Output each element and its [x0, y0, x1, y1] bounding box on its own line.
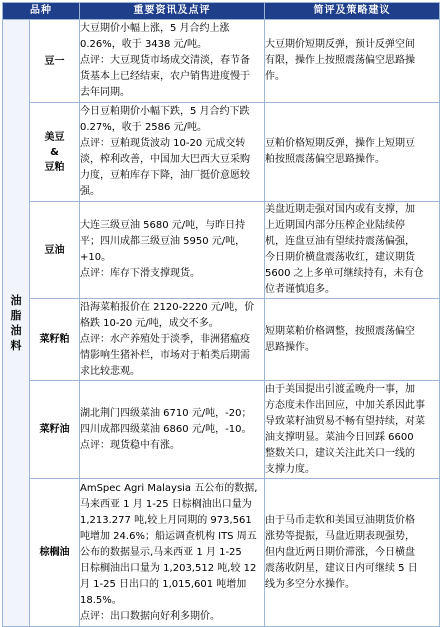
news-line: 今日豆粕期价小幅下跌，5 月合约下跌	[80, 106, 250, 117]
table-row	[3, 202, 440, 299]
news-line: 货基本上已经结束，农户销售进度慢于	[80, 71, 250, 82]
group-label-char: 油	[10, 294, 22, 307]
advice-cell	[265, 299, 440, 381]
table-row	[3, 299, 440, 381]
advice-line: 5600 之上多单可继续持有，未有仓	[265, 268, 424, 279]
advice-line: 方态度未作出回应，中加关系因此事	[265, 399, 425, 411]
variety-name: &	[50, 146, 59, 158]
news-cell	[80, 202, 265, 299]
advice-line: 涨势等提振，马盘近期表现强势，	[265, 530, 415, 542]
news-line: 点评：大豆现货市场成交清淡，春节备	[80, 55, 250, 66]
advice-line: 美盘近期走强对国内或有支撑，加	[265, 204, 415, 215]
news-line: 点评：出口数据向好利多期价。	[80, 610, 220, 622]
advice-cell	[265, 202, 440, 299]
news-line: 点评：现货稳中有涨。	[80, 439, 180, 451]
news-cell	[80, 479, 265, 627]
advice-cell	[265, 381, 440, 479]
group-label-char: 料	[10, 339, 22, 352]
news-line: 日棕榈油出口量为 1,203,512 吨,较 12	[80, 562, 257, 574]
news-line: 去年同期。	[80, 87, 130, 98]
advice-line: 思路操作。	[265, 341, 315, 353]
advice-line: 导致菜籽油贸易不畅有望持续，对菜	[265, 415, 425, 427]
variety-cell	[30, 299, 80, 381]
group-label	[3, 20, 30, 627]
news-line: 四川成都四级菜油 6860 元/吨，-10。	[80, 423, 252, 435]
advice-line: 作。	[265, 71, 285, 82]
advice-line: 整数关口，建议关注此关口一线的	[265, 447, 415, 459]
variety-cell	[30, 202, 80, 299]
news-cell	[80, 299, 265, 381]
variety-name: 棕榈油	[39, 547, 70, 558]
news-line: 大豆期价小幅上涨，5 月合约上涨	[80, 23, 230, 34]
news-line: 点评：库存下滑支撑现货。	[80, 268, 200, 279]
news-line: 淡，榨利改善，中国加大巴西大豆采购	[80, 154, 250, 165]
advice-line: 有限，操作上按照震荡偏空思路操	[265, 55, 415, 66]
variety-cell	[30, 20, 80, 103]
commodity-report-table	[2, 2, 440, 627]
variety-name: 菜籽粕	[39, 334, 70, 345]
news-line: 湖北荆门四级菜油 6710 元/吨，-20；	[80, 407, 252, 419]
news-line: 大连三级豆油 5680 元/吨，与昨日持	[80, 220, 246, 231]
header-category: 品种	[3, 3, 80, 20]
variety-name: 美豆	[44, 131, 65, 143]
news-line: 18.5%。	[80, 594, 122, 606]
advice-line: 由于美国提出引渡孟晚舟一事，加	[265, 383, 415, 395]
variety-name: 豆粕	[44, 161, 65, 173]
advice-line: 粕按照震荡偏空思路操作。	[265, 154, 385, 165]
advice-line: 线为多空分水操作。	[265, 578, 355, 590]
advice-line: 但内盘近两日期价滞涨，今日横盘	[265, 546, 415, 558]
table-row	[3, 381, 440, 479]
header-advice: 简评及策略建议	[265, 3, 440, 20]
advice-cell	[265, 103, 440, 202]
news-line: 格跌 10-20 元/吨，成交不多。	[80, 317, 219, 329]
advice-line: 大豆期价短期反弹，预计反弹空间	[265, 39, 415, 50]
variety-cell	[30, 479, 80, 627]
news-line: 0.26%，收于 3438 元/吨。	[80, 39, 207, 50]
advice-line: 今日期价横盘震荡收红，建议期货	[265, 252, 415, 263]
advice-line: 上近期国内部分压榨企业陆续停	[265, 220, 405, 231]
advice-line: 机，连盘豆油有望续持震荡偏强，	[265, 236, 415, 247]
news-line: AmSpec Agri Malaysia 五公布的数据,	[80, 482, 258, 494]
group-label-char: 脂	[10, 309, 22, 322]
variety-name: 豆油	[44, 244, 65, 256]
advice-line: 油支撑明显。菜油今日回踩 6600	[265, 431, 414, 443]
news-line: 吨增加 24.6%；船运调查机构 ITS 周五	[80, 530, 257, 542]
news-line: 1,213.277 吨,较上月同期的 973,561	[80, 514, 252, 526]
advice-line: 豆粕价格短期反弹，操作上短期豆	[265, 138, 415, 149]
variety-cell	[30, 103, 80, 202]
advice-line: 由于马币走软和美国豆油期货价格	[265, 514, 415, 526]
advice-line: 位者谨慎追多。	[265, 284, 335, 295]
variety-name: 菜籽油	[39, 424, 70, 435]
table-row	[3, 20, 440, 103]
news-line: 情影响生猪补栏，市场对于粕类后期需	[80, 349, 250, 361]
table-row	[3, 479, 440, 627]
news-line: 强。	[80, 186, 100, 197]
news-line: 求比较悲观。	[80, 365, 140, 377]
news-line: 月 1-25 日出口的 1,015,601 吨增加	[80, 578, 247, 590]
advice-cell	[265, 479, 440, 627]
news-line: 点评：水产养殖处于淡季，非洲猪瘟疫	[80, 333, 250, 345]
news-cell	[80, 103, 265, 202]
advice-line: 震荡收阴星，建议日内可继续 5 日	[265, 562, 418, 574]
news-line: 公布的数据显示,马来西亚 1 月 1-25	[80, 546, 242, 558]
table-header-row	[3, 3, 440, 20]
variety-cell	[30, 381, 80, 479]
advice-cell	[265, 20, 440, 103]
variety-name: 豆一	[44, 55, 65, 67]
news-line: 力度，豆粕库存下降，油厂挺价意愿较	[80, 170, 250, 181]
news-cell	[80, 20, 265, 103]
news-line: 0.27%，收于 2586 元/吨。	[80, 122, 207, 133]
news-line: 平；四川成都三级豆油 5950 元/吨，	[80, 236, 246, 247]
news-line: 马来西亚 1 月 1-25 日棕榈油出口量为	[80, 498, 252, 510]
news-line: 沿海菜粕报价在 2120-2220 元/吨，价	[80, 301, 255, 313]
news-line: 点评：豆粕现货波动 10-20 元成交转	[80, 138, 246, 149]
header-news: 重要资讯及点评	[80, 3, 265, 20]
news-cell	[80, 381, 265, 479]
group-label-char: 油	[10, 324, 22, 337]
news-line: +10。	[80, 252, 112, 263]
table-row	[3, 103, 440, 202]
advice-line: 短期菜粕价格调整，按照震荡偏空	[265, 325, 415, 337]
advice-line: 支撑力度。	[265, 463, 315, 475]
